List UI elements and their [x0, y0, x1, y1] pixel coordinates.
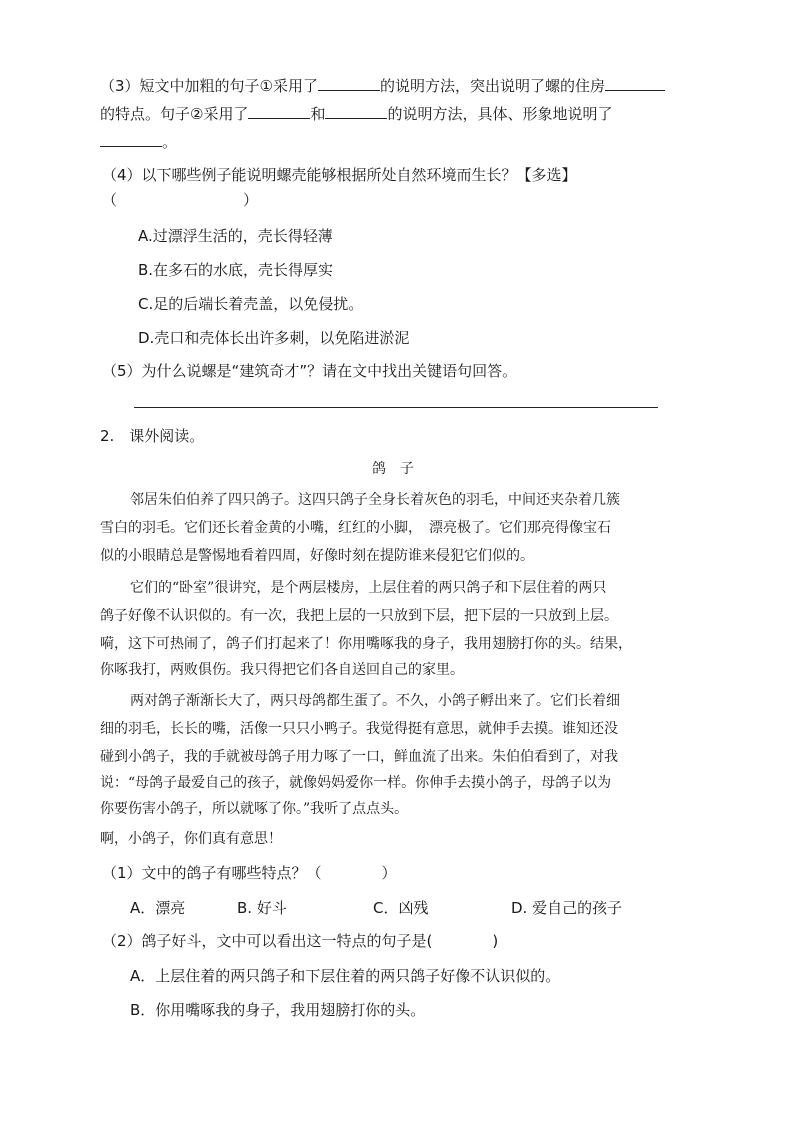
para2-line-1: 它们的“卧室”很讲究，是个两层楼房，上层住着的两只鸽子和下层住着的两只 — [130, 580, 607, 596]
q2-option-a[interactable]: A．上层住着的两只鸽子和下层住着的两只鸽子好像不认识似的。 — [130, 967, 561, 985]
q2-question: （2）鸽子好斗，文中可以看出这一特点的句子是( ) — [102, 932, 499, 950]
para3-line-5: 你要伤害小鸽子，所以就啄了你。”我听了点点头。 — [100, 801, 409, 817]
q3-blank-3[interactable] — [248, 104, 310, 119]
q2-option-b[interactable]: B．你用嘴啄我的身子，我用翅膀打你的头。 — [130, 1001, 426, 1019]
q5-question: （5）为什么说螺是“建筑奇才”？请在文中找出关键语句回答。 — [102, 362, 518, 380]
q4-paren-close: ） — [243, 191, 259, 209]
para2-line-4: 你啄我打，两败俱伤。我只得把它们各自送回自己的家里。 — [100, 662, 464, 678]
q5-answer-line[interactable] — [134, 407, 658, 408]
q3-line-1 — [100, 76, 665, 95]
q3-blank-2[interactable] — [605, 76, 665, 91]
q3-line-2 — [100, 104, 612, 123]
q3-text-2c: 的说明方法，具体、形象地说明了 — [387, 105, 613, 123]
para2-line-2: 鸽子好像不认识似的。有一次，我把上层的一只放到下层，把下层的一只放到上层。 — [100, 608, 618, 624]
para3-line-4: 说：“母鸽子最爱自己的孩子，就像妈妈爱你一样。你伸手去摸小鸽子，母鸽子以为 — [100, 775, 612, 791]
q3-text-3: 。 — [162, 133, 178, 151]
para2-line-3: 嗬，这下可热闹了，鸽子们打起来了！你用嘴啄我的身子，我用翅膀打你的头。结果， — [100, 636, 632, 652]
q1-option-b[interactable]: B. 好斗 — [237, 899, 287, 917]
q3-blank-4[interactable] — [325, 104, 387, 119]
q3-text-2b: 和 — [310, 105, 326, 123]
q4-option-c[interactable]: C.足的后端长着壳盖，以免侵扰。 — [138, 295, 364, 313]
para1-line-2: 雪白的羽毛。它们还长着金黄的小嘴，红红的小脚， 漂亮极了。它们那亮得像宝石 — [100, 520, 611, 536]
q1-question: （1）文中的鸽子有哪些特点？（ ） — [102, 864, 397, 882]
para1-line-3: 似的小眼睛总是警惕地看着四周，好像时刻在提防谁来侵犯它们似的。 — [100, 548, 534, 564]
q3-blank-5[interactable] — [100, 132, 162, 147]
para3-line-1: 两对鸽子渐渐长大了，两只母鸽都生蛋了。不久，小鸽子孵出来了。它们长着细 — [130, 693, 620, 709]
para1-line-1: 邻居朱伯伯养了四只鸽子。这四只鸽子全身长着灰色的羽毛，中间还夹杂着几簇 — [130, 492, 620, 508]
passage-title: 鸽 子 — [372, 461, 414, 477]
q3-text-1b: 的说明方法，突出说明了螺的住房 — [380, 77, 606, 95]
q4-paren-open: （ — [102, 191, 118, 209]
q3-blank-1[interactable] — [318, 76, 380, 91]
para4: 啊，小鸽子，你们真有意思！ — [100, 831, 282, 847]
q1-option-d[interactable]: D. 爱自己的孩子 — [511, 899, 623, 917]
q4-question: （4）以下哪些例子能说明螺壳能够根据所处自然环境而生长？【多选】 — [102, 166, 577, 184]
q4-answer-paren[interactable] — [102, 191, 258, 209]
q3-line-3 — [100, 132, 177, 151]
q4-option-a[interactable]: A.过漂浮生活的，壳长得轻薄 — [138, 227, 333, 245]
q3-text-2a: 的特点。句子②采用了 — [100, 105, 249, 123]
q1-option-c[interactable]: C．凶残 — [373, 899, 429, 917]
q4-option-b[interactable]: B.在多石的水底，壳长得厚实 — [138, 261, 334, 279]
q1-option-a[interactable]: A．漂亮 — [130, 899, 186, 917]
q4-option-d[interactable]: D.壳口和壳体长出许多刺，以免陷进淤泥 — [138, 329, 410, 347]
section2-heading: 2. 课外阅读。 — [100, 427, 205, 445]
para3-line-3: 碰到小鸽子，我的手就被母鸽子用力啄了一口，鲜血流了出来。朱伯伯看到了，对我 — [100, 749, 618, 765]
q3-text-1a: （3）短文中加粗的句子①采用了 — [100, 77, 318, 95]
para3-line-2: 细的羽毛，长长的嘴，活像一只只小鸭子。我觉得挺有意思，就伸手去摸。谁知还没 — [100, 721, 618, 737]
